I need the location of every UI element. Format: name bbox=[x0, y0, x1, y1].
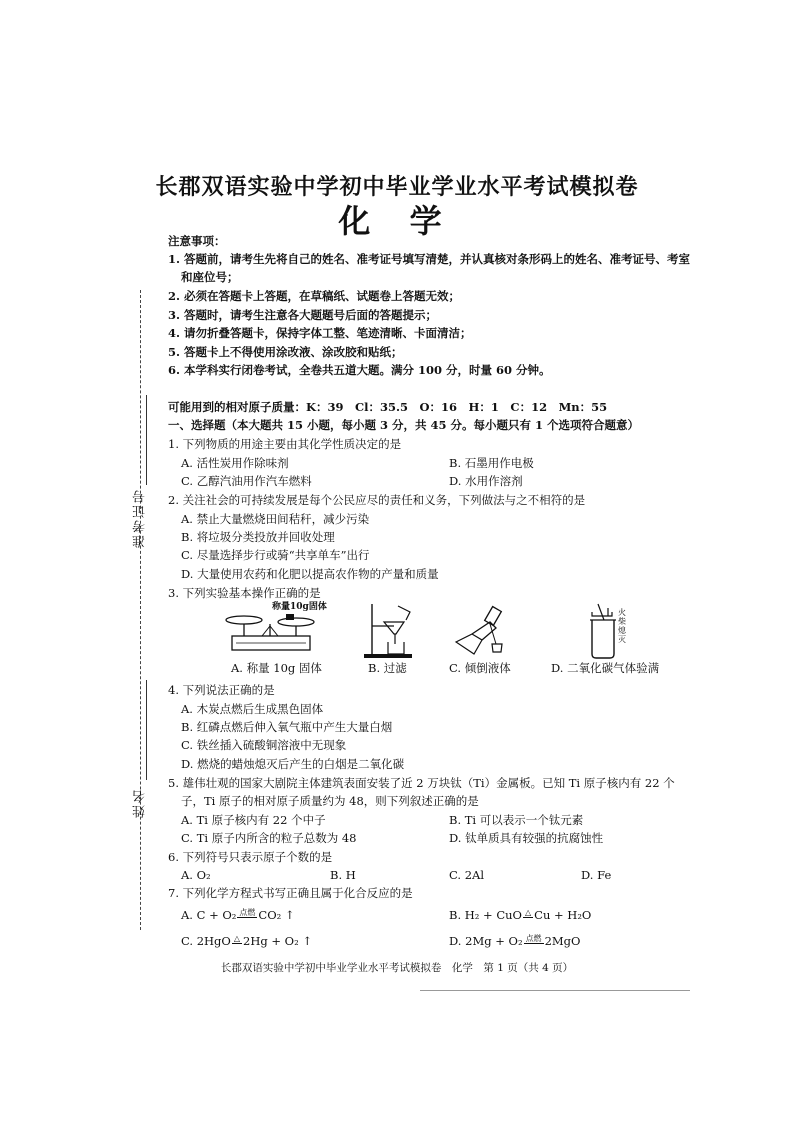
section-1-heading: 一、选择题（本大题共 15 小题，每小题 3 分，共 45 分。每小题只有 1 个选项符合题意） bbox=[168, 418, 640, 432]
q1-option-c: C. 乙醇汽油用作汽车燃料 bbox=[181, 474, 312, 488]
q6-option-a: A. O₂ bbox=[181, 868, 211, 882]
co2-test-figure bbox=[584, 602, 634, 662]
balance-figure bbox=[222, 600, 327, 658]
q7-stem: 7. 下列化学方程式书写正确且属于化合反应的是 bbox=[168, 886, 413, 900]
q4-stem: 4. 下列说法正确的是 bbox=[168, 683, 275, 697]
q7-c-reactants: C. 2HgO bbox=[181, 934, 231, 948]
q7-d-reactants: D. 2Mg + O₂ bbox=[449, 934, 523, 948]
q7-a-products: CO₂ ↑ bbox=[258, 908, 295, 922]
q7-d-products: 2MgO bbox=[544, 934, 581, 948]
q6-option-b: B. H bbox=[330, 868, 356, 882]
binding-line bbox=[140, 290, 141, 930]
q4-option-b: B. 红磷点燃后伸入氧气瓶中产生大量白烟 bbox=[181, 720, 393, 734]
q7-b-condition: △ bbox=[524, 907, 532, 917]
q3-option-b: B. 过滤 bbox=[368, 661, 407, 675]
exam-id-blank bbox=[146, 395, 147, 485]
q7-b-reactants: B. H₂ + CuO bbox=[449, 908, 522, 922]
q3-option-a: A. 称量 10g 固体 bbox=[231, 661, 322, 675]
q1-option-d: D. 水用作溶剂 bbox=[449, 474, 523, 488]
q5-stem-line1: 5. 雄伟壮观的国家大剧院主体建筑表面安装了近 2 万块钛（Ti）金属板。已知 Ti 原子核内有 22 个 bbox=[168, 776, 675, 790]
q7-a-reactants: A. C + O₂ bbox=[181, 908, 237, 922]
q7-c-condition: △ bbox=[233, 933, 240, 943]
note-5: 5. 答题卡上不得使用涂改液、涂改胶和贴纸； bbox=[168, 345, 403, 359]
q7-c-products: 2Hg + O₂ ↑ bbox=[243, 934, 312, 948]
q7-b-products: Cu + H₂O bbox=[534, 908, 592, 922]
q7-option-a bbox=[181, 908, 295, 924]
q5-stem-line2: 子，Ti 原子的相对原子质量约为 48，则下列叙述正确的是 bbox=[181, 794, 479, 808]
note-1: 1. 答题前，请考生先将自己的姓名、准考证号填写清楚，并认真核对条形码上的姓名、准考证号、考室 bbox=[168, 252, 691, 266]
q6-stem: 6. 下列符号只表示原子个数的是 bbox=[168, 850, 333, 864]
exam-id-label: 准考证号 bbox=[133, 488, 148, 548]
pouring-icon bbox=[452, 604, 512, 660]
school-title: 长郡双语实验中学初中毕业学业水平考试模拟卷 bbox=[155, 174, 639, 200]
note-3: 3. 答题时，请考生注意各大题题号后面的答题提示； bbox=[168, 308, 438, 322]
match-out-label: 火柴熄灭 bbox=[618, 608, 626, 644]
q2-option-b: B. 将垃圾分类投放并回收处理 bbox=[181, 530, 335, 544]
q2-option-a: A. 禁止大量燃烧田间秸秆，减少污染 bbox=[181, 512, 370, 526]
q4-option-c: C. 铁丝插入硫酸铜溶液中无现象 bbox=[181, 738, 347, 752]
q3-stem: 3. 下列实验基本操作正确的是 bbox=[168, 586, 321, 600]
q3-option-d: D. 二氧化碳气体验满 bbox=[551, 661, 660, 675]
balance-label: 称量10g固体 bbox=[272, 602, 327, 612]
q6-option-c: C. 2Al bbox=[449, 868, 484, 882]
q4-option-a: A. 木炭点燃后生成黑色固体 bbox=[181, 702, 324, 716]
q7-a-condition: 点燃 bbox=[239, 907, 256, 917]
note-2: 2. 必须在答题卡上答题，在草稿纸、试题卷上答题无效； bbox=[168, 289, 461, 303]
q1-stem: 1. 下列物质的用途主要由其化学性质决定的是 bbox=[168, 437, 402, 451]
q5-option-c: C. Ti 原子内所含的粒子总数为 48 bbox=[181, 831, 357, 845]
name-blank bbox=[146, 680, 147, 780]
q7-option-c bbox=[181, 934, 312, 950]
note-1-cont: 和座位号； bbox=[181, 270, 239, 284]
q7-option-b bbox=[449, 908, 591, 924]
atomic-masses: 可能用到的相对原子质量：K：39 Cl：35.5 O：16 H：1 C：12 Mn：55 bbox=[168, 400, 608, 414]
q2-option-c: C. 尽量选择步行或骑“共享单车”出行 bbox=[181, 548, 370, 562]
q3-option-c: C. 倾倒液体 bbox=[449, 661, 511, 675]
q2-stem: 2. 关注社会的可持续发展是每个公民应尽的责任和义务，下列做法与之不相符的是 bbox=[168, 493, 586, 507]
note-6: 6. 本学科实行闭卷考试，全卷共五道大题。满分 100 分，时量 60 分钟。 bbox=[168, 363, 551, 377]
balance-icon bbox=[222, 600, 322, 658]
note-4: 4. 请勿折叠答题卡，保持字体工整、笔迹清晰、卡面清洁； bbox=[168, 326, 472, 340]
q5-option-d: D. 钛单质具有较强的抗腐蚀性 bbox=[449, 831, 604, 845]
notes-heading: 注意事项： bbox=[168, 234, 226, 248]
scan-rule bbox=[420, 990, 690, 991]
q7-d-condition: 点燃 bbox=[525, 933, 542, 943]
q7-option-d bbox=[449, 934, 580, 950]
q4-option-d: D. 燃烧的蜡烛熄灭后产生的白烟是二氧化碳 bbox=[181, 757, 405, 771]
q6-option-d: D. Fe bbox=[581, 868, 612, 882]
q2-option-d: D. 大量使用农药和化肥以提高农作物的产量和质量 bbox=[181, 567, 439, 581]
subject-title: 化 学 bbox=[338, 202, 456, 240]
filtration-icon bbox=[358, 600, 418, 660]
q5-option-a: A. Ti 原子核内有 22 个中子 bbox=[181, 813, 326, 827]
q1-option-a: A. 活性炭用作除味剂 bbox=[181, 456, 289, 470]
name-label: 姓名 bbox=[133, 788, 148, 818]
q5-option-b: B. Ti 可以表示一个钛元素 bbox=[449, 813, 584, 827]
q1-option-b: B. 石墨用作电极 bbox=[449, 456, 534, 470]
page-footer: 长郡双语实验中学初中毕业学业水平考试模拟卷 化学 第 1 页（共 4 页） bbox=[220, 962, 574, 974]
